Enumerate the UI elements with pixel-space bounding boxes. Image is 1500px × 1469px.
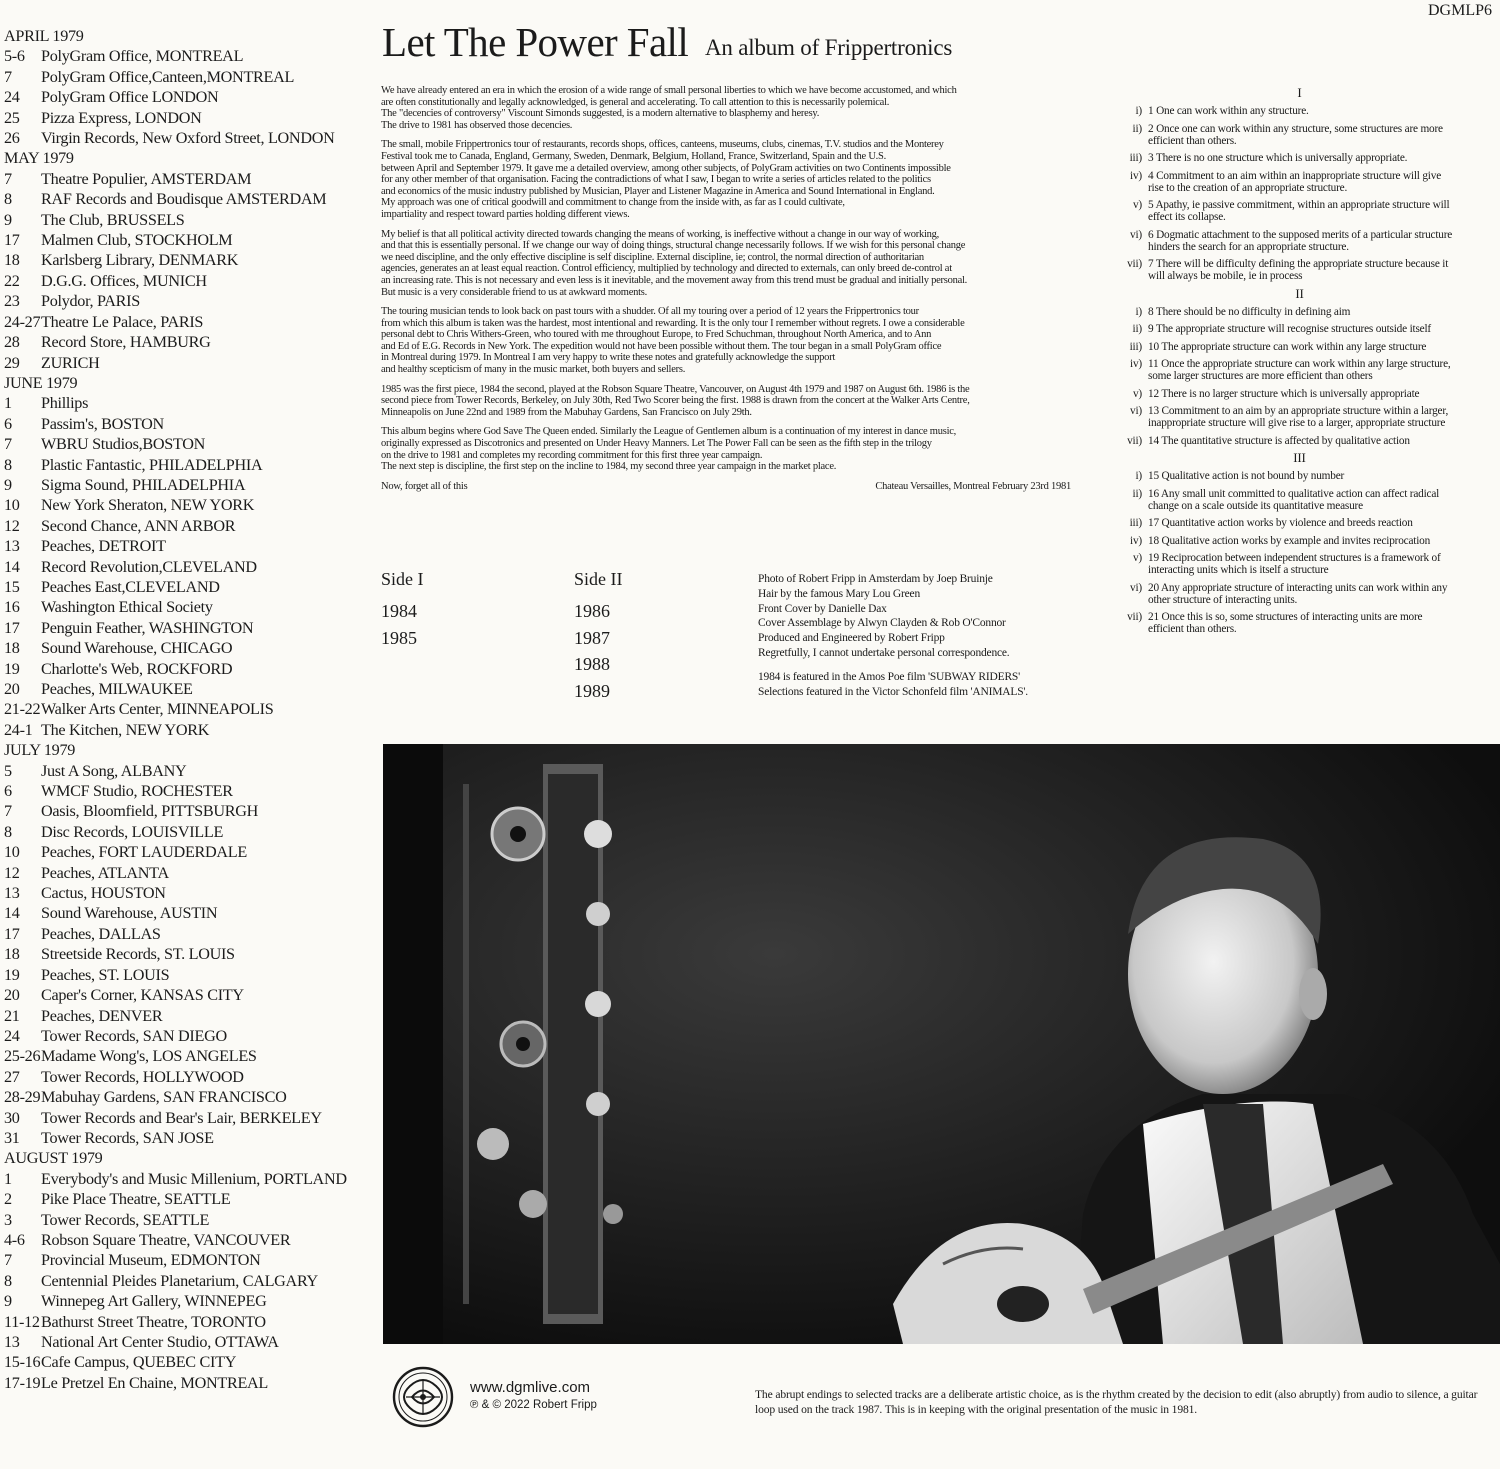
aphorism-text: 21 Once this is so, some structures of interacting units are more efficient than others.: [1148, 611, 1423, 635]
tour-month-heading: APRIL 1979: [4, 27, 84, 45]
tour-date: 9: [4, 1292, 12, 1311]
aphorism-numeral: iii): [1129, 517, 1142, 529]
tour-venue: The Club, BRUSSELS: [41, 210, 185, 229]
tour-venue: Sound Warehouse, AUSTIN: [41, 904, 218, 923]
tour-date: 16: [4, 598, 20, 617]
side-one: [381, 568, 424, 651]
tour-venue: Madame Wong's, LOS ANGELES: [41, 1047, 257, 1066]
tour-venue: Tower Records, SEATTLE: [41, 1210, 210, 1229]
tour-date-row: [4, 761, 364, 781]
tour-venue: Tower Records and Bear's Lair, BERKELEY: [41, 1108, 322, 1127]
performer-photo-illustration: [383, 744, 1500, 1344]
aphorism-item: [1112, 199, 1457, 223]
tour-date: 23: [4, 292, 20, 311]
tour-venue: Walker Arts Center, MINNEAPOLIS: [41, 700, 274, 719]
tour-date-row: [4, 67, 364, 87]
tour-venue: WBRU Studios,BOSTON: [41, 435, 206, 454]
track-title: 1985: [381, 627, 417, 648]
tour-date: 8: [4, 455, 12, 474]
aphorism-item: [1112, 552, 1457, 576]
tour-venue: Oasis, Bloomfield, PITTSBURGH: [41, 802, 259, 821]
track-title: 1989: [574, 680, 610, 701]
tour-venue: Polydor, PARIS: [41, 292, 140, 311]
tour-date: 19: [4, 659, 20, 678]
credit-line: Photo of Robert Fripp in Amsterdam by Joep Bruinje: [758, 573, 993, 585]
tour-date-row: [4, 1108, 364, 1128]
tour-date-row: [4, 393, 364, 413]
aphorism-text: 2 Once one can work within any structure, some structures are more efficient than others.: [1148, 122, 1443, 147]
tour-venue: Washington Ethical Society: [41, 598, 213, 617]
performer-photo: [383, 744, 1500, 1344]
aphorism-text: 13 Commitment to an aim by an appropriate structure within a larger, inappropriate structure will give rise to a larger, appropriate structure: [1148, 405, 1449, 429]
tour-date: 9: [4, 210, 12, 229]
tour-date-row: [4, 944, 364, 964]
tour-date-row: [4, 353, 364, 373]
aphorism-item: [1112, 105, 1457, 117]
aphorism-numeral: vi): [1130, 581, 1142, 594]
credit-line: Front Cover by Danielle Dax: [758, 602, 887, 615]
tour-date: 14: [4, 904, 20, 923]
tour-venue: Tower Records, HOLLYWOOD: [41, 1067, 244, 1086]
tour-venue: WMCF Studio, ROCHESTER: [41, 782, 233, 801]
tour-venue: Peaches East,CLEVELAND: [41, 577, 220, 596]
tour-date-row: [4, 842, 364, 862]
tour-date: 12: [4, 863, 20, 882]
tour-venue: Peaches, DALLAS: [41, 924, 161, 943]
tour-month-heading: JULY 1979: [4, 741, 76, 760]
tour-date: 13: [4, 1333, 20, 1351]
tour-venue: Streetside Records, ST. LOUIS: [41, 945, 235, 964]
side-two: [574, 568, 623, 704]
aphorism-item: [1112, 358, 1457, 382]
tour-date: 7: [4, 169, 12, 188]
tour-date: 6: [4, 782, 12, 801]
tour-venue: Winnepeg Art Gallery, WINNEPEG: [41, 1292, 267, 1311]
tour-date-row: [4, 1026, 364, 1046]
tour-venue: Mabuhay Gardens, SAN FRANCISCO: [41, 1088, 287, 1107]
dgm-knot-logo-icon: [392, 1366, 454, 1428]
tour-date-row: [4, 1271, 364, 1291]
aphorism-item: [1112, 470, 1457, 482]
credit-line: Cover Assemblage by Alwyn Clayden & Rob O'Connor: [758, 617, 1006, 630]
aphorism-numeral: v): [1132, 552, 1142, 564]
credit-line: Produced and Engineered by Robert Fripp: [758, 632, 945, 645]
tour-venue: Le Pretzel En Chaine, MONTREAL: [41, 1373, 269, 1392]
tour-date-row: [4, 801, 364, 821]
tour-venue: Tower Records, SAN JOSE: [41, 1128, 214, 1147]
aphorism-text: 12 There is no larger structure which is universally appropriate: [1148, 387, 1420, 400]
tour-venue: ZURICH: [41, 353, 100, 372]
tour-date: 21-22: [4, 700, 41, 719]
tour-venue: Tower Records, SAN DIEGO: [41, 1026, 227, 1045]
aphorism-numeral: i): [1135, 470, 1142, 482]
aphorism-text: 19 Reciprocation between independent structures is a framework of interacting units which is itself a structure: [1148, 552, 1441, 576]
aphorism-numeral: ii): [1132, 487, 1142, 500]
tour-date-row: [4, 699, 364, 719]
aphorism-item: [1112, 123, 1457, 147]
aphorism-numeral: iv): [1130, 169, 1142, 182]
tour-date: 18: [4, 945, 20, 964]
tour-date: 24-27: [4, 312, 41, 331]
credit-line: Hair by the famous Mary Lou Green: [758, 587, 921, 600]
track-title: 1984: [381, 601, 417, 621]
tour-date-row: [4, 414, 364, 434]
tour-date-row: [4, 46, 364, 66]
tour-date: 24-1: [4, 720, 33, 739]
album-subtitle: An album of Frippertronics: [705, 35, 953, 60]
tour-date: 13: [4, 537, 20, 556]
tour-date: 11-12: [4, 1312, 40, 1331]
aphorism-numeral: v): [1132, 387, 1142, 400]
tour-venue: PolyGram Office,Canteen,MONTREAL: [41, 67, 295, 86]
aphorism-numeral: ii): [1132, 323, 1142, 335]
tour-date-row: [4, 189, 364, 209]
tour-date-row: [4, 985, 364, 1005]
tour-date-row: [4, 230, 364, 250]
tour-venue: D.G.G. Offices, MUNICH: [41, 271, 207, 290]
tour-date: 19: [4, 965, 20, 984]
tour-date: 7: [4, 435, 12, 454]
tour-date: 5-6: [4, 47, 25, 66]
closing-remark: Now, forget all of this: [381, 480, 468, 492]
tour-venue: Plastic Fantastic, PHILADELPHIA: [41, 455, 263, 474]
aphorism-text: 1 One can work within any structure.: [1148, 105, 1309, 117]
tour-date-row: [4, 87, 364, 107]
aphorism-item: [1112, 611, 1457, 635]
aphorism-item: [1112, 488, 1457, 512]
tour-date: 17: [4, 618, 20, 637]
tour-date-row: [4, 903, 364, 923]
tour-venue: Karlsberg Library, DENMARK: [41, 251, 239, 270]
tour-date-row: [4, 1087, 364, 1107]
aphorism-numeral: iv): [1130, 534, 1142, 547]
tour-venue: Second Chance, ANN ARBOR: [41, 516, 236, 535]
aphorism-numeral: vi): [1130, 405, 1142, 417]
tour-date-row: [4, 720, 364, 740]
tour-date-row: [4, 638, 364, 658]
tour-date: 15-16: [4, 1353, 41, 1372]
tour-date: 21: [4, 1006, 20, 1025]
aphorism-item: [1112, 405, 1457, 429]
track-title: 1987: [574, 627, 610, 648]
tour-date-row: [4, 1189, 364, 1209]
aphorism-numeral: iv): [1130, 358, 1142, 370]
aphorism-text: 6 Dogmatic attachment to the supposed merits of a particular structure hinders the search for an appropriate structure.: [1148, 228, 1453, 253]
tour-date-row: [4, 924, 364, 944]
tour-date-row: [4, 1006, 364, 1026]
tour-venue: Virgin Records, New Oxford Street, LONDON: [41, 129, 335, 148]
aphorism-numeral: vi): [1130, 228, 1142, 241]
tour-date-row: [4, 1046, 364, 1066]
tour-date: 8: [4, 822, 12, 841]
tour-venue: Cactus, HOUSTON: [41, 884, 166, 903]
tour-venue: Just A Song, ALBANY: [41, 761, 187, 780]
tour-date: 14: [4, 557, 20, 576]
aphorism-text: 7 There will be difficulty defining the appropriate structure because it will always be mobile, ie in process: [1148, 258, 1449, 282]
aphorism-item: [1112, 229, 1457, 253]
tour-date: 20: [4, 680, 20, 698]
tour-date-row: [4, 250, 364, 270]
aphorism-item: [1112, 535, 1457, 547]
tour-date: 10: [4, 843, 20, 862]
track-title: 1986: [574, 601, 610, 621]
tour-venue: Phillips: [41, 394, 89, 413]
tour-venue: Peaches, DETROIT: [41, 537, 166, 556]
tour-date: 31: [4, 1128, 20, 1147]
tour-venue: Everybody's and Music Millenium, PORTLAND: [41, 1169, 347, 1188]
tour-date-row: [4, 495, 364, 515]
tour-date-row: [4, 434, 364, 454]
aphorism-section-heading: I: [1297, 85, 1302, 100]
tour-date: 2: [4, 1190, 12, 1209]
tour-venue: RAF Records and Boudisque AMSTERDAM: [41, 190, 327, 209]
aphorism-text: 5 Apathy, ie passive commitment, within an appropriate structure will effect its collapse.: [1148, 199, 1450, 223]
tour-venue: Pizza Express, LONDON: [41, 108, 202, 127]
tour-venue: Peaches, DENVER: [41, 1006, 163, 1025]
tour-venue: Malmen Club, STOCKHOLM: [41, 231, 233, 250]
aphorism-text: 9 The appropriate structure will recognise structures outside itself: [1148, 323, 1431, 335]
aphorism-text: 18 Qualitative action works by example and invites reciprocation: [1148, 534, 1431, 547]
tour-venue: Cafe Campus, QUEBEC CITY: [41, 1353, 237, 1372]
aphorism-numeral: v): [1132, 199, 1142, 211]
tour-date: 1: [4, 394, 12, 413]
track-title: 1988: [574, 654, 610, 674]
tour-date: 5: [4, 761, 12, 780]
editing-note: The abrupt endings to selected tracks are a deliberate artistic choice, as is the rhythm created by the decision to edit (also abruptly) from audio to silence, a guitar loop used on the track 1987. This is in keeping with the original presentation of the music in 1981.: [755, 1388, 1478, 1416]
aphorism-text: 17 Quantitative action works by violence and breeds reaction: [1148, 517, 1413, 529]
side-two-label: Side II: [574, 569, 623, 589]
tour-venue: New York Sheraton, NEW YORK: [41, 496, 255, 515]
credits-block: [758, 572, 1078, 699]
tour-date: 29: [4, 353, 20, 372]
tour-venue: Peaches, ST. LOUIS: [41, 965, 170, 984]
tour-date-row: [4, 271, 364, 291]
aphorism-text: 20 Any appropriate structure of interacting units can work within any other structure of interacting units.: [1148, 581, 1448, 606]
side-one-label: Side I: [381, 569, 424, 589]
tour-date: 20: [4, 986, 20, 1005]
tour-venue: Peaches, FORT LAUDERDALE: [41, 843, 247, 862]
aphorism-section-heading: III: [1293, 450, 1306, 465]
tour-venue: Peaches, MILWAUKEE: [41, 680, 193, 698]
tour-date-row: [4, 1312, 364, 1332]
aphorism-item: [1112, 517, 1457, 529]
tour-date: 7: [4, 67, 12, 86]
tour-venue: National Art Center Studio, OTTAWA: [41, 1333, 279, 1351]
tour-date-row: [4, 1210, 364, 1230]
tour-date: 17-19: [4, 1373, 41, 1392]
tour-date-row: [4, 557, 364, 577]
tour-date-row: [4, 455, 364, 475]
aphorism-item: [1112, 152, 1457, 164]
aphorisms-list: [1112, 85, 1457, 641]
essay-paragraph: My belief is that all political activity directed towards changing the means of working, is ineffective without a change in our way of working, and that this is essentially personal. If we change our way of doing things, structural change necessarily follows. If we wish for this personal change we need discipline, and the only effective discipline is self discipline. External discipline, ie; control, the normal direction of authoritarian agencies, generates an at least equal reaction. Control efficiency, multiplied by technology and directed to externals, can only breed de-control at an increasing rate. This is not necessary and even less is it inevitable, and the movement away from this trend must be gradual and initially personal. But music is a very considerable friend to us at awkward moments.: [381, 228, 968, 298]
tour-date-row: [4, 1230, 364, 1250]
tour-date-row: [4, 577, 364, 597]
tour-date: 28: [4, 333, 20, 352]
tour-date: 18: [4, 251, 20, 270]
tour-date-row: [4, 291, 364, 311]
tour-venue: Provincial Museum, EDMONTON: [41, 1251, 261, 1270]
tour-venue: Theatre Le Palace, PARIS: [41, 312, 204, 331]
aphorism-numeral: iii): [1129, 340, 1142, 353]
tour-date: 1: [4, 1169, 12, 1188]
tour-date-row: [4, 128, 364, 148]
tour-venue: Sigma Sound, PHILADELPHIA: [41, 475, 246, 494]
catalog-number: DGMLP6: [1428, 2, 1493, 19]
tour-venue: Record Store, HAMBURG: [41, 333, 211, 352]
website-link[interactable]: www.dgmlive.com: [470, 1379, 591, 1396]
aphorism-text: 14 The quantitative structure is affected by qualitative action: [1148, 434, 1410, 447]
tour-date: 10: [4, 496, 20, 515]
aphorism-text: 11 Once the appropriate structure can work within any large structure, some larger structures are more efficient than others: [1148, 358, 1451, 382]
tour-date: 13: [4, 884, 20, 903]
tour-date: 22: [4, 271, 20, 290]
aphorism-item: [1112, 388, 1457, 400]
tour-date: 12: [4, 516, 20, 535]
tour-date: 15: [4, 577, 20, 596]
tour-venue: Centennial Pleides Planetarium, CALGARY: [41, 1271, 318, 1290]
tour-date-row: [4, 618, 364, 638]
tour-date-row: [4, 822, 364, 842]
tour-date-row: [4, 1250, 364, 1270]
aphorism-numeral: vii): [1127, 258, 1142, 270]
album-title: Let The Power Fall: [382, 19, 689, 65]
tour-date-row: [4, 883, 364, 903]
essay-paragraph: 1985 was the first piece, 1984 the second, played at the Robson Square Theatre, Vancouver, on August 4th 1979 and 1987 on August 6th. 1986 is the second piece from Tower Records, Berkeley, on July 30th, Red Two Scorer being the first. 1988 is drawn from the concert at the Walker Arts Centre, Minneapolis on June 22nd and 1989 from the Mabuhay Gardens, San Francisco on July 29th.: [381, 383, 970, 418]
tour-date-row: [4, 781, 364, 801]
tour-date: 18: [4, 639, 20, 658]
credit-line: 1984 is featured in the Amos Poe film 'SUBWAY RIDERS': [758, 670, 1020, 683]
aphorism-numeral: vii): [1127, 611, 1142, 623]
tour-venue: Theatre Populier, AMSTERDAM: [41, 169, 252, 188]
tour-date: 9: [4, 475, 12, 494]
tour-date-row: [4, 965, 364, 985]
tour-date: 25: [4, 108, 20, 127]
tour-date: 17: [4, 231, 20, 250]
aphorism-item: [1112, 582, 1457, 606]
tour-venue: The Kitchen, NEW YORK: [41, 720, 210, 739]
tour-date-row: [4, 1128, 364, 1148]
tour-date-row: [4, 1373, 364, 1393]
tour-venue: Peaches, ATLANTA: [41, 863, 169, 882]
tour-date-row: [4, 536, 364, 556]
tour-venue: Passim's, BOSTON: [41, 414, 164, 433]
aphorism-numeral: iii): [1129, 152, 1142, 164]
aphorism-text: 4 Commitment to an aim within an inappropriate structure will give rise to the creation of an appropriate structure.: [1148, 169, 1442, 194]
tour-date: 8: [4, 1271, 12, 1290]
tour-venue: Disc Records, LOUISVILLE: [41, 822, 224, 841]
tour-dates-list: [4, 26, 364, 1393]
tour-date: 25-26: [4, 1047, 41, 1066]
tour-date-row: [4, 659, 364, 679]
aphorism-item: [1112, 341, 1457, 353]
tour-date: 8: [4, 190, 12, 209]
tour-month-heading: JUNE 1979: [4, 373, 78, 392]
tour-date-row: [4, 863, 364, 883]
aphorism-item: [1112, 170, 1457, 194]
tour-date: 24: [4, 88, 20, 107]
aphorism-item: [1112, 323, 1457, 335]
tour-date: 3: [4, 1210, 12, 1229]
credit-line: Selections featured in the Victor Schonfeld film 'ANIMALS'.: [758, 685, 1028, 698]
tour-date-row: [4, 475, 364, 495]
place-date: Chateau Versailles, Montreal February 23rd 1981: [875, 480, 1071, 492]
tour-date: 4-6: [4, 1230, 25, 1249]
aphorism-section-heading: II: [1295, 285, 1304, 301]
tour-date-row: [4, 210, 364, 230]
tour-date-row: [4, 679, 364, 699]
tour-date-row: [4, 332, 364, 352]
aphorism-numeral: i): [1135, 105, 1142, 117]
aphorism-item: [1112, 435, 1457, 447]
tour-date-row: [4, 1291, 364, 1311]
tour-venue: Robson Square Theatre, VANCOUVER: [41, 1230, 291, 1249]
tour-date-row: [4, 1352, 364, 1372]
aphorism-text: 3 There is no one structure which is universally appropriate.: [1148, 152, 1408, 164]
tour-date: 24: [4, 1026, 20, 1045]
tour-venue: Penguin Feather, WASHINGTON: [41, 618, 254, 637]
aphorism-item: [1112, 306, 1457, 318]
essay-signoff: [381, 481, 1071, 493]
aphorism-text: 10 The appropriate structure can work within any large structure: [1148, 340, 1427, 353]
aphorism-numeral: vii): [1127, 434, 1142, 447]
tour-venue: Charlotte's Web, ROCKFORD: [41, 659, 233, 678]
essay-paragraph: We have already entered an era in which the erosion of a wide range of small personal liberties to which we have become accustomed, and which are often constitutionally and legally acknowledged, is general and accelerating. To call attention to this is necessarily polemical. The "decencies of controversy" Viscount Simonds suggested, is a modern alternative to blasphemy and heresy. The drive to 1981 has observed those decencies.: [381, 85, 957, 131]
tour-venue: Caper's Corner, KANSAS CITY: [41, 986, 244, 1005]
tour-date-row: [4, 1067, 364, 1087]
tour-date: 26: [4, 129, 20, 148]
essay-paragraph: The small, mobile Frippertronics tour of restaurants, records shops, offices, canteens, museums, clubs, cinemas, T.V. studios and the Monterey Festival took me to Canada, England, Germany, Sweden, Denmark, Belgium, Holland, France, Switzerland, Spain and the U.S. between April and September 1979. It gave me a detailed overview, among other subjects, of PolyGram activities on two Continents impossible for any other member of that organisation. Facing the contradictions of what I saw, I began to write a series of articles related to the politics and economics of the music industry published by Musician, Player and Listener Magazine in America and Sound International in England. My approach was one of critical goodwill and commitment to change from the inside with, as far as I could cultivate, impartiality and respect toward parties holding different views.: [381, 139, 951, 220]
tour-month-heading: AUGUST 1979: [4, 1149, 103, 1168]
liner-notes-essay: [381, 85, 1071, 492]
tour-date-row: [4, 597, 364, 617]
tour-date-row: [4, 516, 364, 536]
tour-date: 17: [4, 924, 20, 943]
aphorism-text: 15 Qualitative action is not bound by number: [1148, 470, 1345, 482]
credit-spacer: [758, 661, 1078, 670]
tour-venue: Pike Place Theatre, SEATTLE: [41, 1190, 231, 1209]
tour-date-row: [4, 1332, 364, 1352]
tour-month-heading: MAY 1979: [4, 149, 74, 168]
tour-venue: PolyGram Office LONDON: [41, 88, 219, 107]
tour-date-row: [4, 108, 364, 128]
copyright-notice: ℗ & © 2022 Robert Fripp: [470, 1399, 597, 1411]
tour-date: 28-29: [4, 1088, 41, 1107]
aphorism-numeral: i): [1135, 305, 1142, 318]
tour-date-row: [4, 169, 364, 189]
tour-date: 7: [4, 802, 12, 821]
essay-paragraph: The touring musician tends to look back on past tours with a shudder. Of all my touring over a period of 12 years the Frippertronics tour from which this album is taken was the hardest, most intentional and rewarding. It is the only tour I remember without regrets. I owe a considerable personal debt to Chris Withers-Green, who toured with me throughout Europe, to Fred Schuchman, throughout North America, and to Ann and Ed of E.G. Records in New York. The expedition would not have been possible without them. The tour began in a small PolyGram office in Montreal during 1979. In Montreal I am very happy to write these notes and gratefully acknowledge the support and healthy scepticism of many in the music market, both buyers and sellers.: [381, 306, 965, 376]
tour-date: 30: [4, 1108, 20, 1127]
aphorism-text: 16 Any small unit committed to qualitative action can affect radical change on a scale outside its quantitative measure: [1148, 487, 1440, 512]
credit-line: Regretfully, I cannot undertake personal correspondence.: [758, 646, 1010, 659]
aphorism-text: 8 There should be no difficulty in defining aim: [1148, 305, 1351, 318]
aphorism-numeral: ii): [1132, 122, 1142, 135]
tour-date-row: [4, 312, 364, 332]
tour-venue: Record Revolution,CLEVELAND: [41, 557, 257, 576]
tour-date-row: [4, 1169, 364, 1189]
aphorism-item: [1112, 258, 1457, 282]
tour-date: 7: [4, 1251, 12, 1270]
tour-date: 27: [4, 1067, 20, 1086]
tour-venue: Sound Warehouse, CHICAGO: [41, 639, 233, 658]
essay-paragraph: This album begins where God Save The Queen ended. Similarly the League of Gentlemen album is a continuation of my interest in dance music, originally expressed as Discotronics and presented on Under Heavy Manners. Let The Power Fall can be seen as the fifth step in the trilogy on the drive to 1981 and completes my recording commitment for this first three year campaign. The next step is discipline, the first step on the incline to 1984, my second three year campaign in the market place.: [381, 426, 957, 473]
tour-venue: Bathurst Street Theatre, TORONTO: [41, 1312, 266, 1331]
tour-date: 6: [4, 414, 12, 433]
tour-venue: PolyGram Office, MONTREAL: [41, 47, 244, 66]
